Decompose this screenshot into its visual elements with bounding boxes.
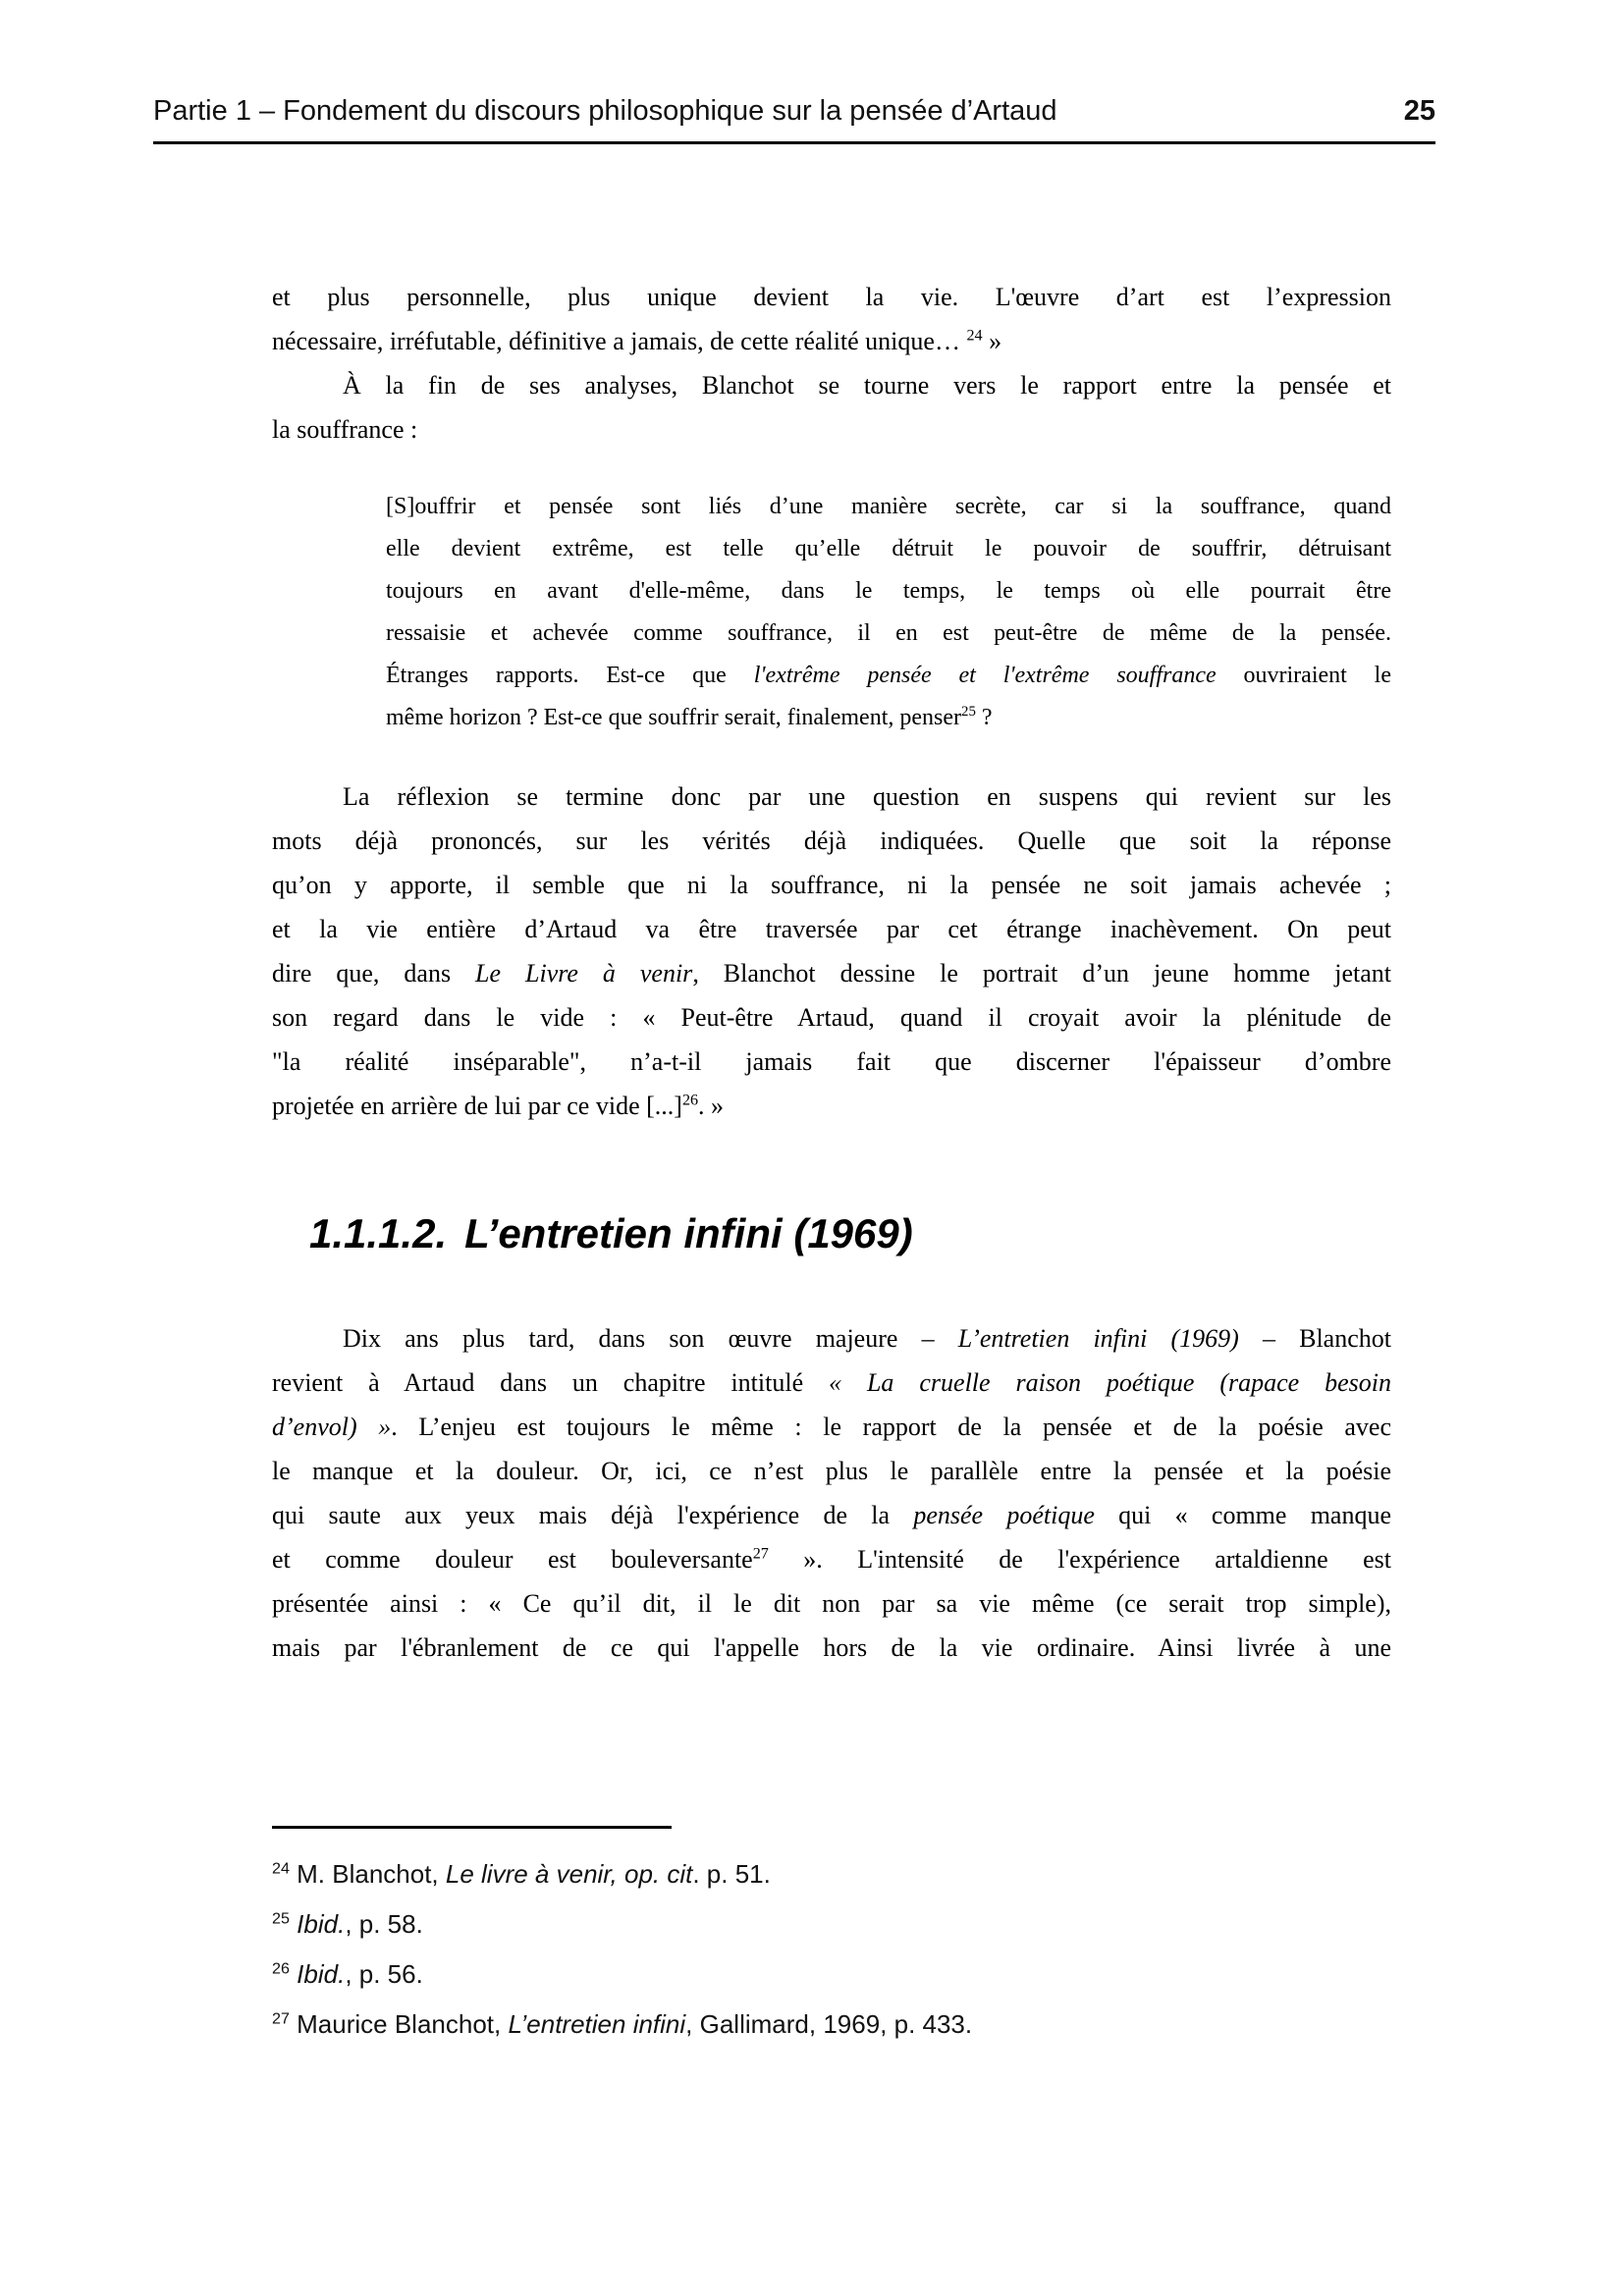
text-segment: ouvriraient le: [1216, 663, 1391, 688]
paragraph-dix-ans: [272, 1316, 1391, 1670]
footnote-separator: [272, 1826, 672, 1829]
text-segment: qui saute aux yeux mais déjà l'expérience de la: [272, 1501, 914, 1529]
running-header: [153, 94, 1435, 144]
text-segment: Le livre à venir, op. cit: [445, 1859, 693, 1889]
text-segment: "la réalité inséparable", n’a-t-il jamais fait que discerner l'épaisseur d’ombre: [272, 1047, 1391, 1076]
text-segment: mais par l'ébranlement de ce qui l'appelle hors de la vie ordinaire. Ainsi livrée à une: [272, 1633, 1391, 1662]
text-segment: elle devient extrême, est telle qu’elle détruit le pouvoir de souffrir, détruisant: [386, 536, 1391, 561]
text-line: [272, 407, 1391, 452]
footnote-24: [272, 1855, 1391, 1893]
text-segment: Le Livre à venir: [475, 959, 693, 988]
text-segment: . p. 51.: [692, 1859, 771, 1889]
text-segment: toujours en avant d'elle-même, dans le temps, le temps où elle pourrait être: [386, 578, 1391, 604]
text-line: [272, 1626, 1391, 1670]
text-segment: nécessaire, irréfutable, définitive a jamais, de cette réalité unique…: [272, 327, 967, 355]
page-number: 25: [1403, 95, 1435, 127]
blocks-before-heading: [272, 275, 1391, 1128]
text-segment: ressaisie et achevée comme souffrance, il en est peut-être de même de la pensée.: [386, 620, 1391, 646]
text-segment: Étranges rapports. Est-ce que: [386, 663, 754, 688]
footnote-27: [272, 2005, 1391, 2043]
text-segment: Maurice Blanchot,: [289, 2009, 509, 2039]
text-segment: L’entretien infini: [508, 2009, 686, 2039]
text-segment: . L’enjeu est toujours le même : le rapport de la pensée et de la poésie avec: [391, 1413, 1391, 1441]
section-heading: [272, 1208, 1391, 1259]
text-line: [272, 1405, 1391, 1449]
text-segment: qu’on y apporte, il semble que ni la souffrance, ni la pensée ne soit jamais achevée ;: [272, 871, 1391, 899]
text-segment: et plus personnelle, plus unique devient la vie. L'œuvre d’art est l’expression: [272, 283, 1391, 311]
text-line: [272, 275, 1391, 319]
footnote-ref: 24: [966, 327, 983, 345]
text-segment: et la vie entière d’Artaud va être traversée par cet étrange inachèvement. On peut: [272, 915, 1391, 943]
text-segment: « La cruelle raison poétique (rapace besoin: [829, 1368, 1391, 1397]
text-segment: ?: [975, 705, 993, 730]
text-segment: d’envol) »: [272, 1413, 392, 1441]
text-segment: dire que, dans: [272, 959, 476, 988]
text-segment: Dix ans plus tard, dans son œuvre majeure –: [343, 1324, 958, 1353]
footnote-ref: 25: [961, 704, 976, 720]
footnote-25: [272, 1905, 1391, 1943]
paragraph-transition: [272, 363, 1391, 452]
footnote-ref: 24: [272, 1859, 290, 1878]
body-column: [272, 275, 1391, 2056]
text-segment: projetée en arrière de lui par ce vide [...]: [272, 1092, 682, 1120]
text-segment: pensée poétique: [913, 1501, 1095, 1529]
text-line: [272, 1581, 1391, 1626]
text-line: [272, 363, 1391, 407]
text-segment: son regard dans le vide : « Peut-être Artaud, quand il croyait avoir la plénitude de: [272, 1003, 1391, 1032]
text-line: [272, 1449, 1391, 1493]
text-segment: La réflexion se termine donc par une question en suspens qui revient sur les: [343, 782, 1391, 811]
footnote-ref: 27: [272, 2009, 290, 2028]
text-segment: – Blanchot: [1238, 1324, 1391, 1353]
text-segment: , Gallimard, 1969, p. 433.: [685, 2009, 973, 2039]
text-line: [386, 697, 1391, 739]
text-line: [272, 1084, 1391, 1128]
text-line: [272, 319, 1391, 363]
text-line: [272, 819, 1391, 863]
text-line: [386, 570, 1391, 613]
text-segment: L’entretien infini (1969): [957, 1324, 1239, 1353]
text-line: [272, 774, 1391, 819]
text-segment: ». L'intensité de l'expérience artaldienne est: [768, 1545, 1391, 1574]
text-segment: , p. 56.: [345, 1959, 423, 1989]
footnote-ref: 26: [681, 1092, 699, 1109]
text-line: [272, 1493, 1391, 1537]
text-segment: mots déjà prononcés, sur les vérités déjà indiquées. Quelle que soit la réponse: [272, 827, 1391, 855]
text-segment: »: [982, 327, 1002, 355]
header-title: Partie 1 – Fondement du discours philosophique sur la pensée d’Artaud: [153, 95, 1057, 127]
blockquote-souffrir: [386, 486, 1391, 739]
text-line: [272, 863, 1391, 907]
footnote-ref: 27: [752, 1545, 769, 1563]
text-line: [386, 486, 1391, 528]
blocks-after-heading: [272, 1316, 1391, 1670]
text-line: [272, 1040, 1391, 1084]
text-segment: [S]ouffrir et pensée sont liés d’une manière secrète, car si la souffrance, quand: [386, 494, 1391, 519]
footnote-list: [272, 1855, 1391, 2043]
text-segment: , p. 58.: [345, 1909, 423, 1939]
text-line: [272, 1316, 1391, 1361]
text-segment: À la fin de ses analyses, Blanchot se tourne vers le rapport entre la pensée et: [343, 371, 1391, 400]
section-number: 1.1.1.2.: [309, 1210, 448, 1256]
text-segment: revient à Artaud dans un chapitre intitulé: [272, 1368, 830, 1397]
text-segment: M. Blanchot,: [289, 1859, 446, 1889]
text-segment: et comme douleur est bouleversante: [272, 1545, 753, 1574]
text-line: [272, 907, 1391, 951]
text-segment: même horizon ? Est-ce que souffrir serait, finalement, penser: [386, 705, 961, 730]
text-segment: Ibid.: [297, 1959, 346, 1989]
paragraph-reflexion: [272, 774, 1391, 1128]
footnote-26: [272, 1955, 1391, 1993]
text-line: [272, 995, 1391, 1040]
text-line: [386, 613, 1391, 655]
text-segment: l'extrême pensée et l'extrême souffrance: [753, 663, 1217, 688]
text-segment: qui « comme manque: [1094, 1501, 1392, 1529]
footnote-ref: 26: [272, 1959, 290, 1978]
text-line: [386, 528, 1391, 570]
paragraph-continuation: [272, 275, 1391, 363]
text-segment: présentée ainsi : « Ce qu’il dit, il le dit non par sa vie même (ce serait trop simple),: [272, 1589, 1391, 1618]
text-segment: . »: [698, 1092, 725, 1120]
text-line: [386, 655, 1391, 697]
text-line: [272, 1361, 1391, 1405]
section-title: L’entretien infini (1969): [464, 1210, 913, 1256]
text-segment: Ibid.: [297, 1909, 346, 1939]
text-segment: , Blanchot dessine le portrait d’un jeune homme jetant: [692, 959, 1391, 988]
text-segment: la souffrance :: [272, 415, 418, 444]
text-line: [272, 951, 1391, 995]
text-line: [272, 1537, 1391, 1581]
text-segment: le manque et la douleur. Or, ici, ce n’est plus le parallèle entre la pensée et la poésie: [272, 1457, 1391, 1485]
footnote-ref: 25: [272, 1909, 290, 1928]
